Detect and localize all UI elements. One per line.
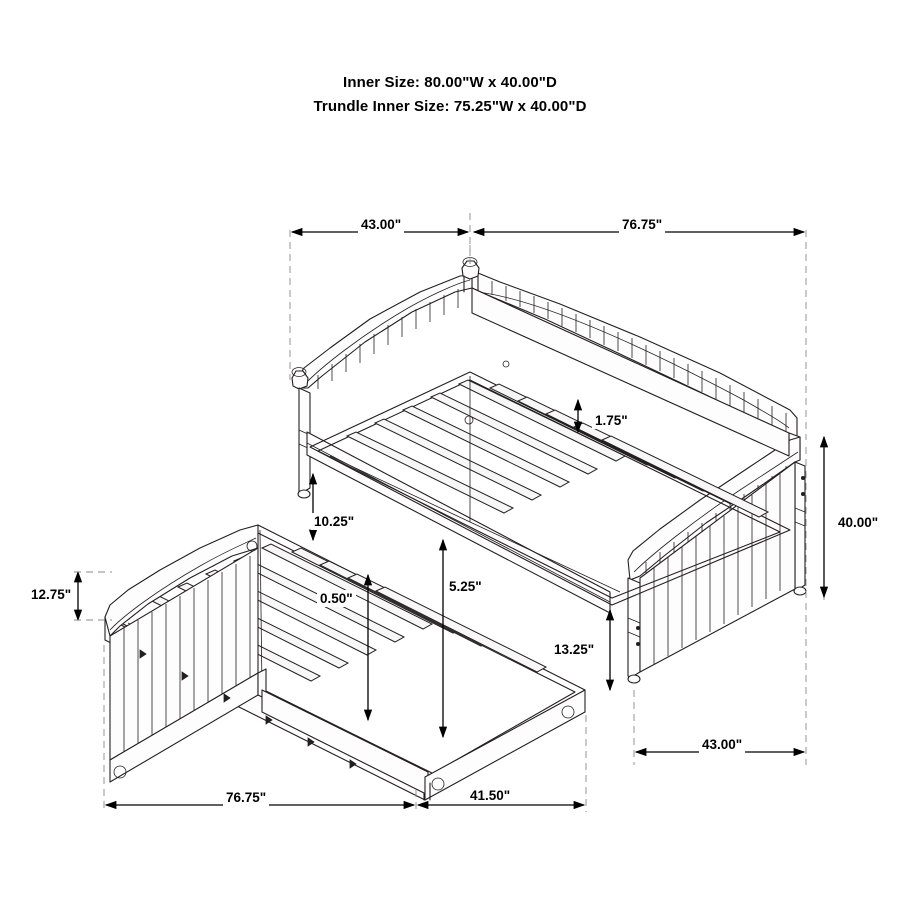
inner-size-line2: Trundle Inner Size: 75.25"W x 40.00"D (313, 98, 587, 115)
dimension-label-deck-to-floor: 5.25" (446, 578, 485, 595)
dimension-label-trundle-slat-gap: 0.50" (317, 590, 356, 607)
dimension-label-top-left-width: 43.00" (358, 216, 404, 233)
dimension-label-deck-thickness: 1.75" (592, 412, 631, 429)
dimension-label-trundle-length: 76.75" (223, 789, 269, 806)
dimension-label-bed-depth-bottom: 41.50" (467, 787, 513, 804)
inner-size-line1: Inner Size: 80.00"W x 40.00"D (343, 74, 557, 91)
dimension-label-rail-to-floor: 13.25" (551, 641, 597, 658)
dimension-label-overall-height: 40.00" (835, 514, 881, 531)
dimension-label-top-right-width: 76.75" (619, 216, 665, 233)
dimension-label-trundle-height: 12.75" (28, 586, 74, 603)
dimension-label-footboard-width: 43.00" (699, 736, 745, 753)
dimension-label-clearance-under-deck: 10.25" (311, 513, 357, 530)
